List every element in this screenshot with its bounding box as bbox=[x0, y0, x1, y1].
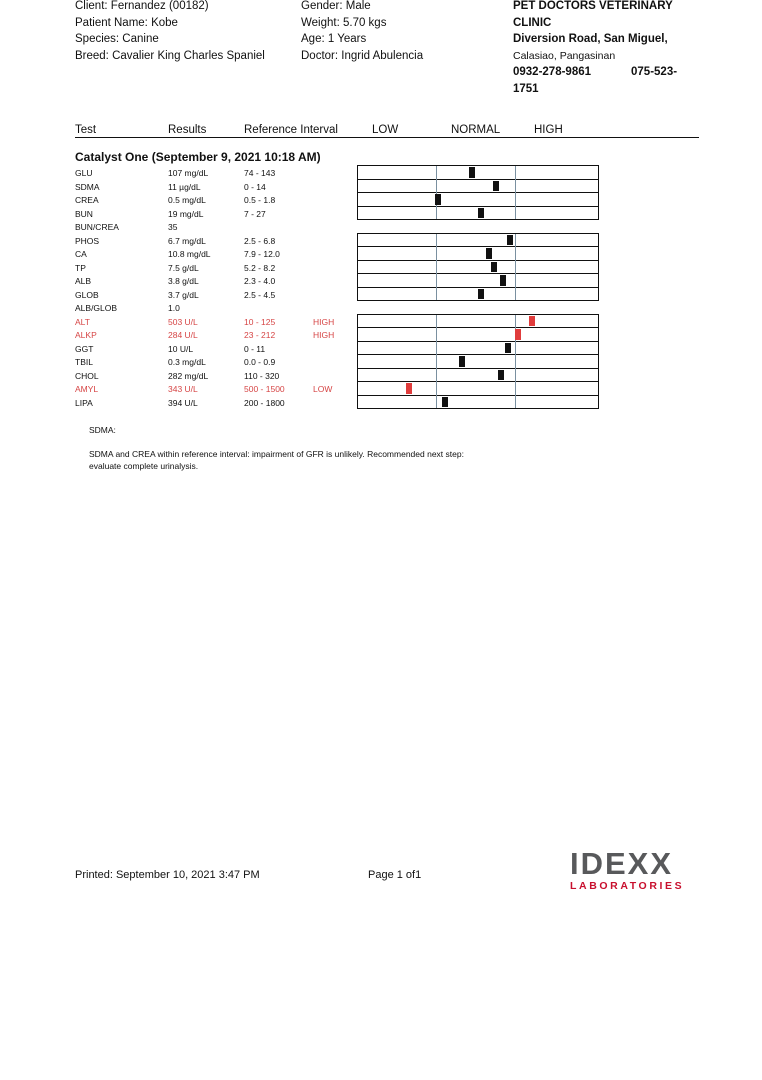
test-name: BUN/CREA bbox=[75, 222, 119, 232]
clinic-address-line1: Diversion Road, San Miguel, bbox=[513, 33, 668, 45]
test-name: BUN bbox=[75, 208, 93, 219]
result-value: 7.5 g/dL bbox=[168, 262, 199, 273]
col-header-normal: NORMAL bbox=[451, 124, 501, 136]
breed-line: Breed: Cavalier King Charles Spaniel bbox=[75, 49, 265, 62]
reference-interval: 5.2 - 8.2 bbox=[244, 262, 276, 273]
reference-interval: 0 - 14 bbox=[244, 181, 266, 192]
result-marker bbox=[498, 370, 504, 381]
test-name: PHOS bbox=[75, 235, 100, 246]
gender-line: Gender: Male bbox=[301, 0, 371, 12]
clinic-name-line2: CLINIC bbox=[513, 16, 552, 29]
age-line: Age: 1 Years bbox=[301, 33, 367, 45]
range-bar-divider bbox=[358, 341, 598, 342]
col-header-high: HIGH bbox=[534, 124, 563, 136]
clinic-phone-2: 075-523- bbox=[631, 66, 678, 78]
header-divider bbox=[75, 137, 699, 138]
range-bar-divider bbox=[358, 260, 598, 261]
clinic-address-line2: Calasiao, Pangasinan bbox=[513, 49, 616, 62]
clinic-phones bbox=[513, 64, 677, 81]
reference-interval: 2.5 - 4.5 bbox=[244, 289, 276, 300]
client-line: Client: Fernandez (00182) bbox=[75, 0, 209, 12]
result-marker bbox=[500, 275, 506, 286]
result-marker bbox=[493, 181, 499, 192]
reference-interval: 2.3 - 4.0 bbox=[244, 276, 276, 286]
result-marker bbox=[486, 248, 492, 259]
range-bar-divider bbox=[358, 381, 598, 382]
result-value: 35 bbox=[168, 222, 178, 232]
col-header-results: Results bbox=[168, 124, 207, 136]
result-value: 394 U/L bbox=[168, 397, 198, 408]
idexx-logo bbox=[570, 846, 685, 892]
test-name: ALT bbox=[75, 316, 90, 327]
range-bar-divider bbox=[358, 395, 598, 396]
abnormal-flag: LOW bbox=[313, 384, 333, 394]
species-line: Species: Canine bbox=[75, 33, 159, 45]
result-value: 284 U/L bbox=[168, 330, 198, 340]
result-marker bbox=[459, 356, 465, 367]
reference-interval: 23 - 212 bbox=[244, 330, 276, 340]
range-bar-group bbox=[357, 314, 599, 410]
range-bar-divider bbox=[358, 327, 598, 328]
result-value: 10 U/L bbox=[168, 343, 194, 354]
patient-info-middle bbox=[301, 0, 423, 64]
logo-main-text: IDEXX bbox=[570, 846, 674, 881]
normal-range-boundary bbox=[436, 315, 437, 409]
result-value: 0.5 mg/dL bbox=[168, 195, 206, 205]
test-name: GLOB bbox=[75, 289, 99, 300]
test-name: LIPA bbox=[75, 397, 93, 408]
range-bar-divider bbox=[358, 368, 598, 369]
reference-interval: 7 - 27 bbox=[244, 208, 266, 219]
range-bar-divider bbox=[358, 192, 598, 193]
result-marker bbox=[406, 383, 412, 394]
result-value: 503 U/L bbox=[168, 316, 198, 327]
range-bar-divider bbox=[358, 273, 598, 274]
result-value: 19 mg/dL bbox=[168, 208, 204, 219]
abnormal-flag: HIGH bbox=[313, 330, 335, 340]
result-value: 1.0 bbox=[168, 303, 180, 313]
normal-range-boundary bbox=[515, 234, 516, 301]
reference-interval: 110 - 320 bbox=[244, 370, 280, 381]
normal-range-boundary bbox=[515, 166, 516, 219]
clinic-phone-1: 0932-278-9861 bbox=[513, 66, 592, 78]
result-marker bbox=[507, 235, 513, 246]
section-title: Catalyst One (September 9, 2021 10:18 AM) bbox=[75, 150, 321, 164]
result-marker bbox=[491, 262, 497, 273]
clinic-phone-2-cont: 1751 bbox=[513, 82, 539, 95]
notes-line2: evaluate complete urinalysis. bbox=[89, 461, 199, 471]
range-bar-divider bbox=[358, 354, 598, 355]
result-marker bbox=[469, 167, 475, 178]
weight-line: Weight: 5.70 kgs bbox=[301, 16, 387, 29]
clinic-info bbox=[513, 0, 677, 97]
test-name: ALB bbox=[75, 276, 92, 286]
range-bar-divider bbox=[358, 206, 598, 207]
notes-text bbox=[89, 448, 464, 472]
notes-label: SDMA: bbox=[89, 425, 116, 435]
reference-interval: 0 - 11 bbox=[244, 343, 266, 354]
range-bar-divider bbox=[358, 246, 598, 247]
col-header-reference: Reference Interval bbox=[244, 124, 338, 136]
reference-interval: 0.5 - 1.8 bbox=[244, 195, 276, 205]
result-marker bbox=[442, 397, 448, 408]
page-number: Page 1 of1 bbox=[368, 869, 422, 881]
patient-info-left bbox=[75, 0, 265, 64]
reference-interval: 2.5 - 6.8 bbox=[244, 235, 276, 246]
result-marker bbox=[529, 316, 535, 327]
result-value: 343 U/L bbox=[168, 384, 198, 394]
result-value: 107 mg/dL bbox=[168, 168, 209, 178]
range-bar-divider bbox=[358, 179, 598, 180]
range-bar-divider bbox=[358, 287, 598, 288]
abnormal-flag: HIGH bbox=[313, 316, 335, 327]
result-value: 0.3 mg/dL bbox=[168, 357, 206, 367]
test-name: SDMA bbox=[75, 181, 100, 192]
test-name: ALKP bbox=[75, 330, 97, 340]
test-name: GLU bbox=[75, 168, 93, 178]
result-value: 3.8 g/dL bbox=[168, 276, 199, 286]
result-value: 282 mg/dL bbox=[168, 370, 209, 381]
doctor-line: Doctor: Ingrid Abulencia bbox=[301, 49, 424, 62]
printed-date: Printed: September 10, 2021 3:47 PM bbox=[75, 869, 260, 881]
reference-interval: 200 - 1800 bbox=[244, 397, 285, 408]
test-name: TBIL bbox=[75, 357, 93, 367]
result-value: 10.8 mg/dL bbox=[168, 249, 211, 259]
result-marker bbox=[435, 194, 441, 205]
result-marker bbox=[478, 208, 484, 219]
range-bar-group bbox=[357, 233, 599, 302]
result-value: 3.7 g/dL bbox=[168, 289, 199, 300]
col-header-test: Test bbox=[75, 124, 97, 136]
clinic-name-line1: PET DOCTORS VETERINARY bbox=[513, 0, 673, 12]
test-name: CA bbox=[75, 249, 87, 259]
patient-name-line: Patient Name: Kobe bbox=[75, 16, 178, 29]
normal-range-boundary bbox=[436, 234, 437, 301]
result-marker bbox=[515, 329, 521, 340]
test-name: AMYL bbox=[75, 384, 99, 394]
reference-interval: 74 - 143 bbox=[244, 168, 276, 178]
col-header-low: LOW bbox=[372, 124, 399, 136]
test-name: CHOL bbox=[75, 370, 99, 381]
test-name: TP bbox=[75, 262, 86, 273]
result-value: 6.7 mg/dL bbox=[168, 235, 206, 246]
result-value: 11 µg/dL bbox=[168, 181, 201, 192]
test-name: CREA bbox=[75, 195, 99, 205]
notes-line1: SDMA and CREA within reference interval: impairment of GFR is unlikely. Recommended next step: bbox=[89, 449, 464, 459]
reference-interval: 7.9 - 12.0 bbox=[244, 249, 280, 259]
range-bar-group bbox=[357, 165, 599, 220]
result-marker bbox=[505, 343, 511, 354]
reference-interval: 0.0 - 0.9 bbox=[244, 357, 276, 367]
normal-range-boundary bbox=[436, 166, 437, 219]
logo-sub-text: LABORATORIES bbox=[570, 880, 685, 892]
reference-interval: 500 - 1500 bbox=[244, 384, 285, 394]
test-name: ALB/GLOB bbox=[75, 303, 118, 313]
result-marker bbox=[478, 289, 484, 300]
reference-interval: 10 - 125 bbox=[244, 316, 276, 327]
test-name: GGT bbox=[75, 343, 94, 354]
